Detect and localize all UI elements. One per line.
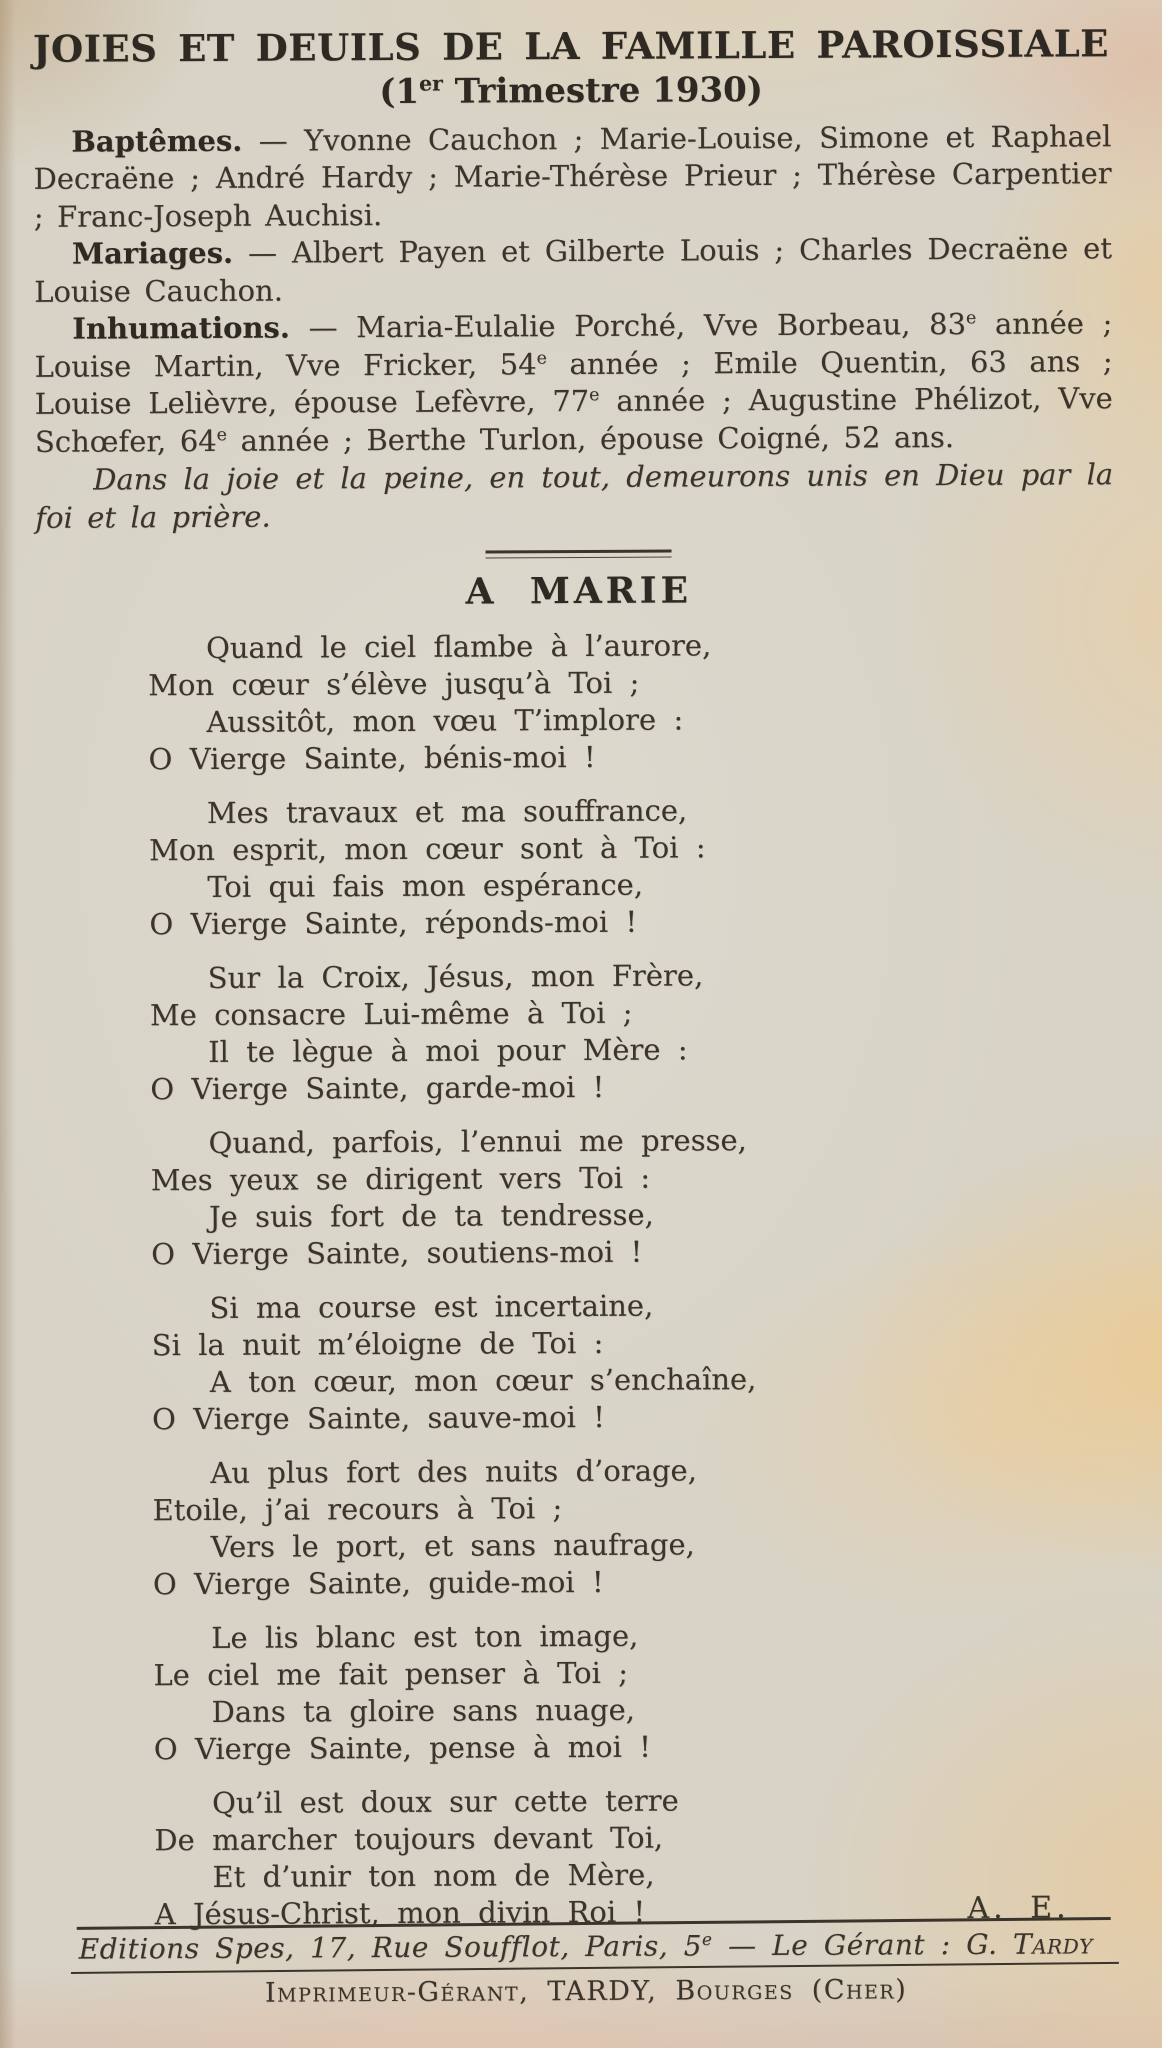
- poem-line: O Vierge Sainte, pense à moi !: [153, 1729, 651, 1767]
- poem-line: O Vierge Sainte, soutiens-moi !: [151, 1234, 643, 1272]
- registry-paragraph-mariages: Mariages. — Albert Payen et Gilberte Louis ; Charles Decraëne et Louise Cauchon.: [34, 231, 1113, 309]
- poem-stanza-4: [151, 1120, 1162, 1273]
- poem-author-signature: A. E.: [967, 1890, 1070, 1927]
- registry-paragraph-baptemes: Baptêmes. — Yvonne Cauchon ; Marie-Louise, Simone et Raphael Decraëne ; André Hardy ; Marie-Thérèse Prieur ; Thérèse Carpentier ; Franc-Joseph Auchisi.: [33, 118, 1112, 234]
- poem-line: O Vierge Sainte, sauve-moi !: [151, 1400, 605, 1437]
- poem-line: Mon cœur s’élève jusqu’à Toi ;: [148, 665, 640, 703]
- poem-line: Quand le ciel flambe à l’aurore,: [205, 628, 712, 666]
- poem-line: Qu’il est doux sur cette terre: [211, 1783, 679, 1821]
- poem-line: De marcher toujours devant Toi,: [154, 1820, 664, 1858]
- poem-line: Quand, parfois, l’ennui me presse,: [208, 1123, 747, 1161]
- footer-printer-line: Imprimeur-Gérant, TARDY, Bourges (Cher): [264, 1974, 908, 2009]
- poem-line: O Vierge Sainte, garde-moi !: [150, 1070, 605, 1107]
- poem-stanza-3: [150, 955, 1162, 1108]
- poem-line: Aussitôt, mon vœu T’implore :: [206, 702, 684, 740]
- poem-stanza-7: [153, 1615, 1162, 1768]
- poem-line: Mes travaux et ma souffrance,: [206, 793, 688, 831]
- footer-imprint-line: Editions Spes, 17, Rue Soufflot, Paris, 5e — Le Gérant : G. Tardy: [78, 1927, 1093, 1966]
- poem-line: Etoile, j’ai recours à Toi ;: [152, 1491, 563, 1528]
- page-subtitle: (1er Trimestre 1930): [379, 69, 763, 112]
- poem-line: Je suis fort de ta tendresse,: [208, 1197, 654, 1235]
- poem-line: O Vierge Sainte, réponds-moi !: [149, 904, 638, 942]
- poem-line: Le lis blanc est ton image,: [211, 1618, 639, 1656]
- poem-line: Sur la Croix, Jésus, mon Frère,: [207, 958, 704, 996]
- poem-title: A MARIE: [465, 569, 693, 613]
- poem-line: A Jésus-Christ, mon divin Roi !: [154, 1894, 646, 1932]
- poem-line: Si la nuit m’éloigne de Toi :: [151, 1326, 604, 1363]
- poem-line: Et d’unir ton nom de Mère,: [212, 1857, 655, 1895]
- poem-line: Vers le port, et sans naufrage,: [210, 1527, 695, 1565]
- poem-line: Le ciel me fait penser à Toi ;: [153, 1655, 629, 1693]
- poem-line: Au plus fort des nuits d’orage,: [210, 1453, 697, 1491]
- poem-line: Mon esprit, mon cœur sont à Toi :: [148, 830, 706, 868]
- poem-line: Toi qui fais mon espérance,: [207, 867, 644, 905]
- section-divider: [486, 550, 672, 559]
- poem-stanza-5: [151, 1285, 1162, 1438]
- poem-line: Mes yeux se dirigent vers Toi :: [150, 1160, 651, 1198]
- poem-stanza-8: [154, 1780, 1162, 1933]
- poem-stanza-2: [149, 790, 1162, 943]
- registry-paragraph-inhumations: Inhumations. — Maria-Eulalie Porché, Vve Borbeau, 83e année ; Louise Martin, Vve Fricker, 54e année ; Emile Quentin, 63 ans ; Louise Lelièvre, épouse Lefèvre, 77e année ; Augustine Phélizot, Vve Schœfer, 64e année ; Berthe Turlon, épouse Coigné, 52 ans.: [34, 306, 1113, 459]
- page-title: JOIES ET DEUILS DE LA FAMILLE PAROISSIALE: [32, 21, 1109, 71]
- poem-line: Il te lègue à moi pour Mère :: [208, 1032, 688, 1070]
- poem-line: Dans ta gloire sans nuage,: [211, 1692, 636, 1730]
- poem-line: O Vierge Sainte, bénis-moi !: [148, 740, 596, 777]
- poem-line: O Vierge Sainte, guide-moi !: [152, 1565, 604, 1602]
- poem-stanza-6: [152, 1450, 1162, 1603]
- poem-line: Si ma course est incertaine,: [209, 1288, 654, 1326]
- poem-stanza-1: [148, 625, 1161, 778]
- page-footer: [5, 1919, 1162, 2010]
- poem-line: A ton cœur, mon cœur s’enchaîne,: [209, 1362, 757, 1400]
- motto-text: Dans la joie et la peine, en tout, demeurons unis en Dieu par la foi et la prière.: [35, 457, 1114, 536]
- poem: [148, 625, 1162, 1933]
- poem-line: Me consacre Lui-même à Toi ;: [149, 995, 633, 1033]
